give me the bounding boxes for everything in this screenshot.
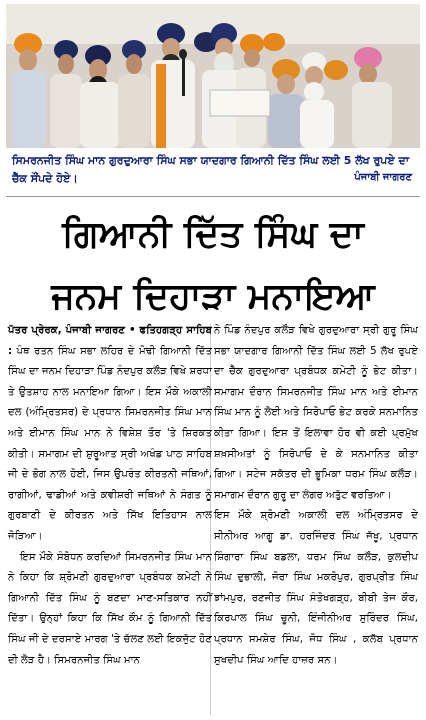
dateline: ਪੱਤਰ ਪ੍ਰੇਰਕ, ਪੰਜਾਬੀ ਜਾਗਰਣ • [8, 325, 136, 336]
photo-illustration [6, 4, 420, 148]
article-column-right [214, 321, 418, 671]
article-paragraph-3: ਨੇ ਪਿੰਡ ਨੰਦਪੁਰ ਕਲੌੜ ਵਿਖੇ ਗੁਰਦੁਆਰਾ ਸ੍ਰੀ ਗੁਰੂ ਸਿੰਘ ਸਭਾ ਯਾਦਗਾਰ ਗਿਆਨੀ ਦਿੱਤ ਸਿੰਘ ਲਈ 5 ਲੱਖ ਰੁਪਏ ਦਾ ਚੈੱਕ ਗੁਰਦੁਆਰਾ ਪ੍ਰਬੰਧਕ ਕਮੇਟੀ ਨੂੰ ਭੇਟ ਕੀਤਾ। ਸਮਾਗਮ ਦੌਰਾਨ ਸਿਮਰਨਜੀਤ ਸਿੰਘ ਮਾਨ ਅਤੇ ਈਮਾਨ ਸਿੰਘ ਮਾਨ ਨੂੰ ਲੋਈ ਅਤੇ ਸਿਰੋਪਾਓ ਭੇਟ ਕਰਕੇ ਸਨਮਾਨਿਤ ਕੀਤਾ ਗਿਆ। ਇਸ ਤੋਂ ਇਲਾਵਾ ਹੋਰ ਵੀ ਕਈ ਪ੍ਰਮੁੱਖ ਸ਼ਖ਼ਸੀਅਤਾਂ ਨੂੰ ਸਿਰੋਪਾਓ ਦੇ ਕੇ ਸਨਮਾਨਿਤ ਕੀਤਾ ਗਿਆ। ਸਟੇਜ ਸਕੱਤਰ ਦੀ ਭੂਮਿਕਾ ਧਰਮ ਸਿੰਘ ਕਲੌੜ। ਸਮਾਗਮ ਦੌਰਾਨ ਗੁਰੂ ਦਾ ਲੰਗਰ ਅਤੁੱਟ ਵਰਤਿਆ। [214, 325, 418, 501]
news-photo [6, 4, 420, 148]
article-column-left [8, 321, 212, 671]
article-paragraph-2: ਇਸ ਮੌਕੇ ਸੰਬੋਧਨ ਕਰਦਿਆਂ ਸਿਮਰਨਜੀਤ ਸਿੰਘ ਮਾਨ ਨੇ ਕਿਹਾ ਕਿ ਸ਼੍ਰੋਮਣੀ ਗੁਰਦੁਆਰਾ ਪ੍ਰਬੰਧਕ ਕਮੇਟੀ ਨੇ ਗਿਆਨੀ ਦਿੱਤ ਸਿੰਘ ਨੂੰ ਬਣਦਾ ਮਾਣ-ਸਤਿਕਾਰ ਨਹੀਂ ਦਿੱਤਾ। ਉਨ੍ਹਾਂ ਕਿਹਾ ਕਿ ਸਿੱਖ ਕੌਮ ਨੂੰ ਗਿਆਨੀ ਦਿੱਤ ਸਿੰਘ ਜੀ ਦੇ ਦਰਸਾਏ ਮਾਰਗ 'ਤੇ ਚੱਲਣ ਲਈ ਇਕਜੁੱਟ ਹੋਣ ਦੀ ਲੋੜ ਹੈ। ਸਿਮਰਨਜੀਤ ਸਿੰਘ ਮਾਨ [8, 551, 212, 666]
photo-caption-box [6, 150, 420, 197]
headline-line-2: ਜਨਮ ਦਿਹਾੜਾ ਮਨਾਇਆ [51, 276, 375, 317]
photo-credit: ਪੰਜਾਬੀ ਜਾਗਰਣ [354, 172, 412, 183]
article-paragraph-4: ਇਸ ਮੌਕੇ ਸ਼੍ਰੋਮਣੀ ਅਕਾਲੀ ਦਲ ਅੰਮ੍ਰਿਤਸਰ ਦੇ ਸੀਨੀਅਰ ਆਗੂ ਡਾ. ਹਰਜਿੰਦਰ ਸਿੰਘ ਜੱਖੂ, ਪ੍ਰਧਾਨ ਸ਼ਿੰਗਾਰਾ ਸਿੰਘ ਬਡਲਾ, ਧਰਮ ਸਿੰਘ ਕਲੌੜ, ਕੁਲਦੀਪ ਸਿੰਘ ਦੁਭਾਲੀ, ਜੋਰਾ ਸਿੰਘ ਮਕਰੋਪੁਰ, ਗੁਰਪ੍ਰੀਤ ਸਿੰਘ ਝਾਂਮਪੁਰ, ਰਣਜੀਤ ਸਿੰਘ ਸੰਤੋਖਗੜ੍ਹ, ਬੀਬੀ ਤੇਜ ਕੌਰ, ਕਿਰਪਾਲ ਸਿੰਘ ਚੂਨੀ, ਇੰਜੀਨੀਅਰ ਸੁਰਿੰਦਰ ਸਿੰਘ, ਪ੍ਰਧਾਨ ਸਮਸ਼ੇਰ ਸਿੰਘ, ਜੋਧ ਸਿੰਘ , ਕਲੱਬ ਪ੍ਰਧਾਨ ਸੁਖਦੀਪ ਸਿੰਘ ਆਦਿ ਹਾਜ਼ਰ ਸਨ। [214, 510, 418, 666]
photo-caption: ਸਿਮਰਨਜੀਤ ਸਿੰਘ ਮਾਨ ਗੁਰਦੁਆਰਾ ਸਿੰਘ ਸਭਾ ਯਾਦਗਾਰ ਗਿਆਨੀ ਦਿੱਤ ਸਿੰਘ ਲਈ 5 ਲੱਖ ਰੁਪਏ ਦਾ ਚੈੱਕ ਸੌਂਪਦੇ ਹੋਏ। [12, 154, 409, 185]
place-name: ਫਤਿਹਗੜ੍ਹ ਸਾਹਿਬ : [8, 325, 212, 357]
headline-line-1: ਗਿਆਨੀ ਦਿੱਤ ਸਿੰਘ ਦਾ [62, 214, 364, 255]
article-paragraph-1: ਪੰਥ ਰਤਨ ਸਿੰਘ ਸਭਾ ਲਹਿਰ ਦੇ ਮੋਢੀ ਗਿਆਨੀ ਦਿੱਤ ਸਿੰਘ ਦਾ ਜਨਮ ਦਿਹਾੜਾ ਪਿੰਡ ਨੰਦਪੁਰ ਕਲੌੜ ਵਿਖੇ ਸ਼ਰਧਾ ਤੇ ਉਤਸ਼ਾਹ ਨਾਲ ਮਨਾਇਆ ਗਿਆ। ਇਸ ਮੌਕੇ ਅਕਾਲੀ ਦਲ (ਅੰਮ੍ਰਿਤਸਰ) ਦੇ ਪ੍ਰਧਾਨ ਸਿਮਰਨਜੀਤ ਸਿੰਘ ਮਾਨ ਅਤੇ ਈਮਾਨ ਸਿੰਘ ਮਾਨ ਨੇ ਵਿਸ਼ੇਸ਼ ਤੌਰ 'ਤੇ ਸ਼ਿਰਕਤ ਕੀਤੀ। ਸਮਾਗਮ ਦੀ ਸ਼ੁਰੂਆਤ ਸ੍ਰੀ ਅਖੰਡ ਪਾਠ ਸਾਹਿਬ ਜੀ ਦੇ ਭੋਗ ਨਾਲ ਹੋਈ, ਜਿਸ ਉਪਰੰਤ ਕੀਰਤਨੀ ਜਥਿਆਂ, ਰਾਗੀਆਂ, ਢਾਡੀਆਂ ਅਤੇ ਕਵੀਸ਼ਰੀ ਜਥਿਆਂ ਨੇ ਸੰਗਤ ਨੂੰ ਗੁਰਬਾਣੀ ਦੇ ਕੀਰਤਨ ਅਤੇ ਸਿੱਖ ਇਤਿਹਾਸ ਨਾਲ ਜੋੜਿਆ। [8, 345, 212, 542]
headline [0, 204, 426, 328]
